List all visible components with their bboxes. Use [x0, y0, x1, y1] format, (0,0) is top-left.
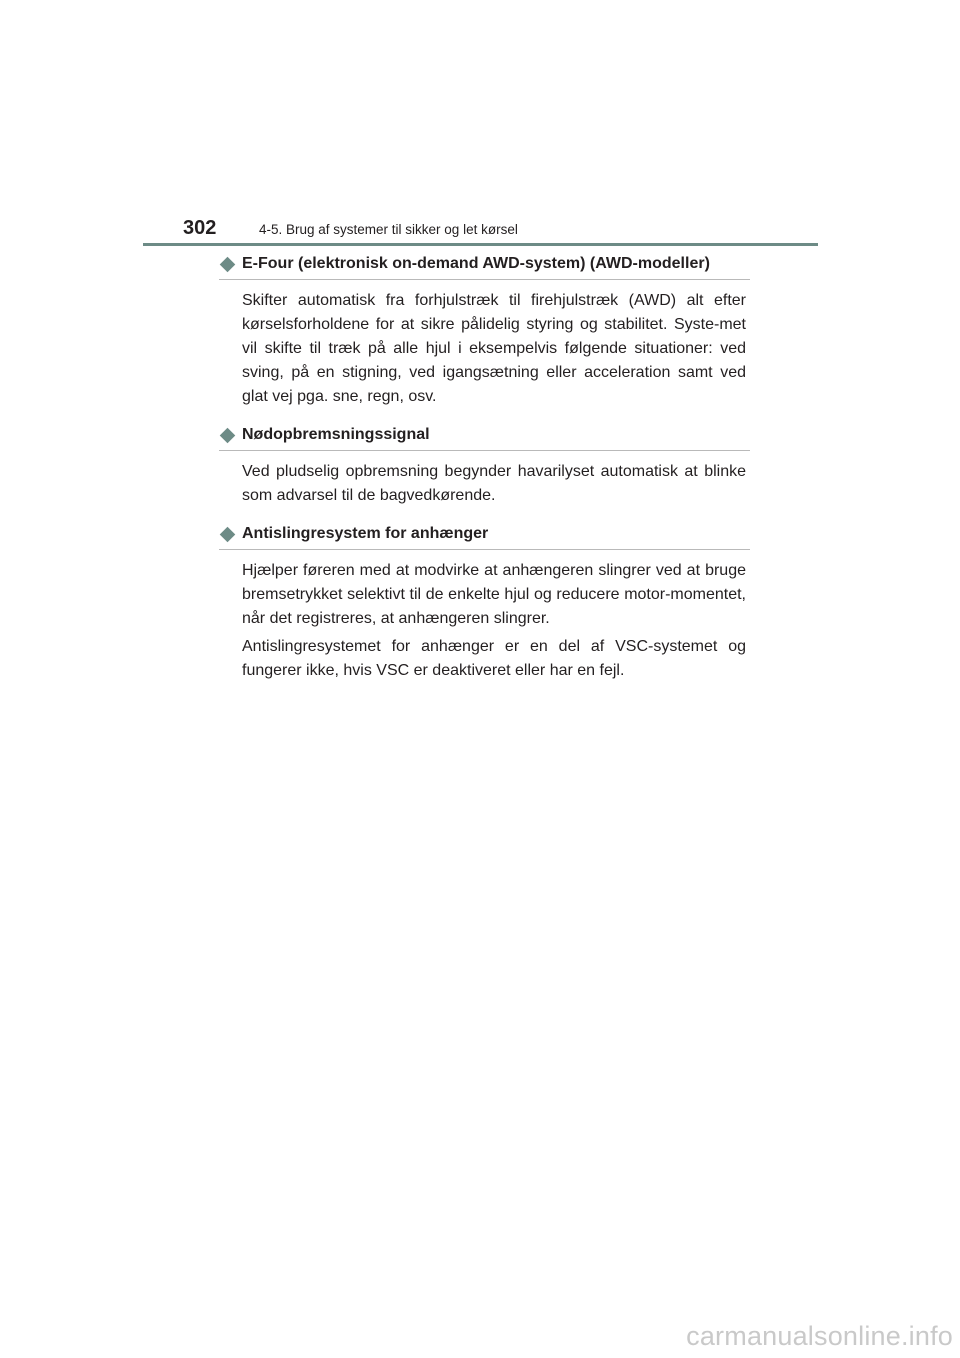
section-e-four	[219, 253, 750, 409]
diamond-icon	[220, 257, 236, 273]
section-title: Antislingresystem for anhænger	[242, 525, 489, 542]
section-title: Nødopbremsningssignal	[242, 426, 430, 443]
section-heading	[219, 253, 750, 280]
section-heading	[219, 523, 750, 550]
header-divider	[143, 243, 818, 246]
section-title: E-Four (elektronisk on-demand AWD-system) (AWD-modeller)	[242, 255, 710, 272]
diamond-icon	[220, 527, 236, 543]
section-paragraph: Hjælper føreren med at modvirke at anhængeren slingrer ved at bruge bremsetrykket selektivt til de enkelte hjul og reducere motor-momentet, når det registreres, at anhængeren slingrer.	[242, 562, 746, 627]
section-heading	[219, 424, 750, 451]
section-paragraph: Skifter automatisk fra forhjulstræk til firehjulstræk (AWD) alt efter kørselsforholdene for at sikre pålidelig styring og stabilitet. Syste-met vil skifte til træk på alle hjul i eksempelvis følgende situationer: ved sving, på en stigning, ved igangsætning eller acceleration samt ved glat vej pga. sne, regn, osv.	[242, 292, 746, 405]
page-number: 302	[183, 217, 217, 239]
section-paragraph: Antislingresystemet for anhænger er en del af VSC-systemet og fungerer ikke, hvis VSC er deaktiveret eller har en fejl.	[242, 638, 746, 679]
diamond-icon	[220, 428, 236, 444]
watermark-text: carmanualsonline.info	[686, 1321, 953, 1351]
section-paragraph: Ved pludselig opbremsning begynder havarilyset automatisk at blinke som advarsel til de bagvedkørende.	[242, 463, 746, 504]
section-emergency-brake-signal	[219, 424, 750, 508]
manual-content	[219, 253, 750, 698]
section-trailer-sway-control	[219, 523, 750, 683]
section-path: 4-5. Brug af systemer til sikker og let kørsel	[259, 222, 518, 237]
page-header	[0, 0, 960, 250]
